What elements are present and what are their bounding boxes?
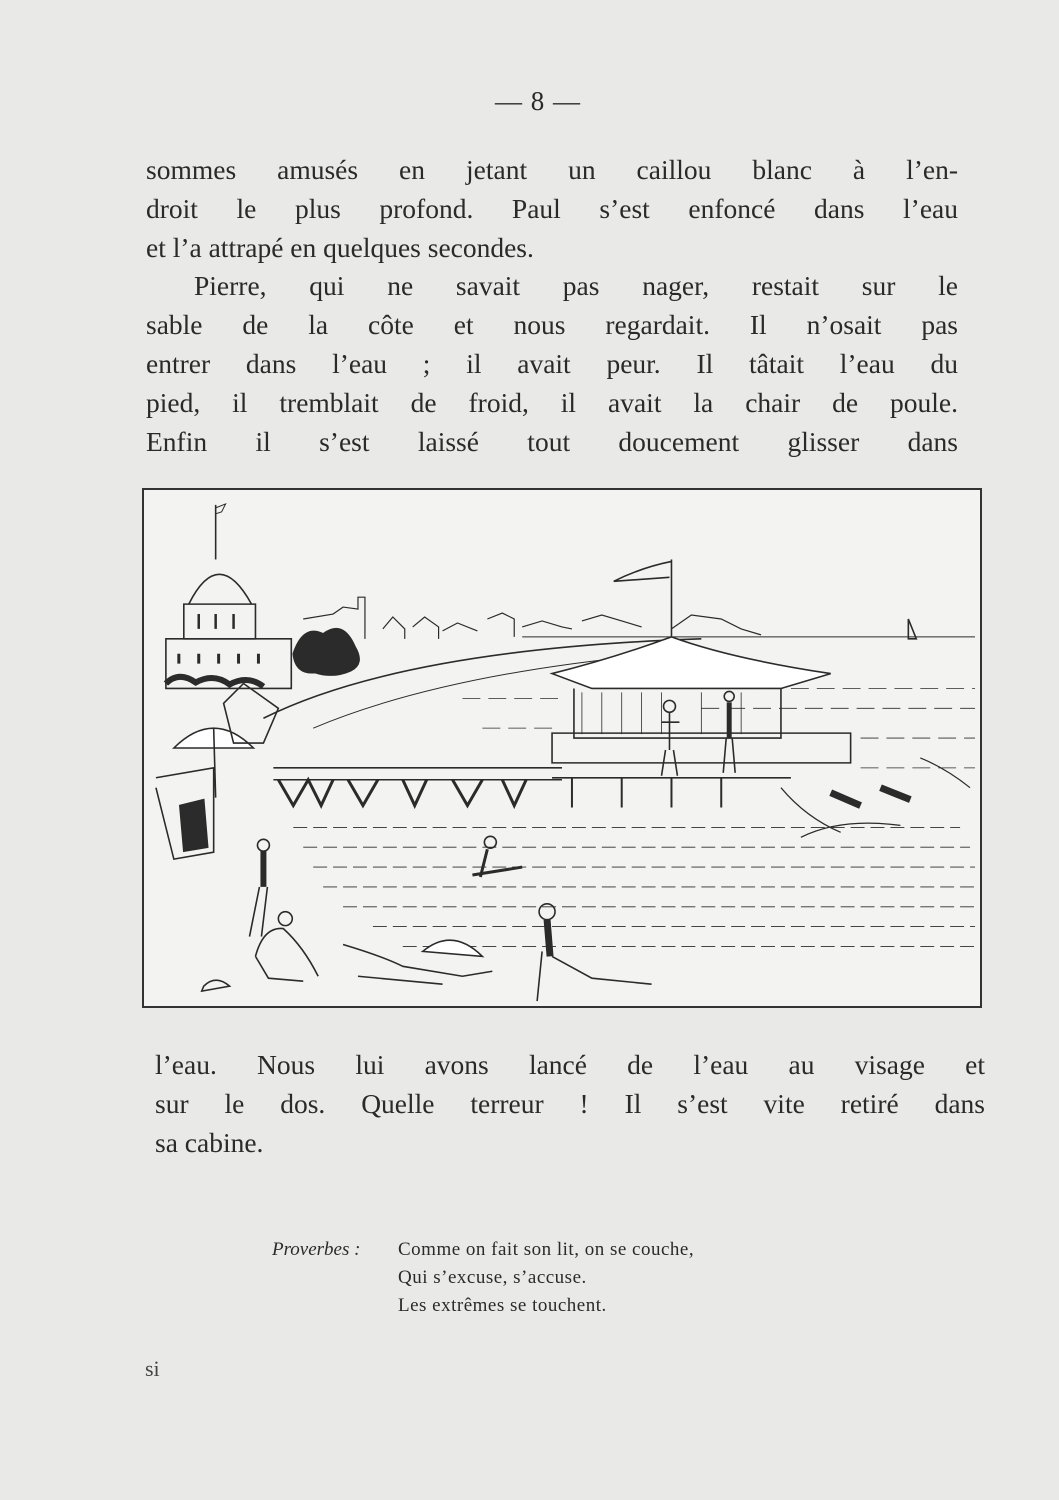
- text-line: et l’a attrapé en quelques secondes.: [146, 232, 534, 263]
- text-line: Enfin il s’est laissé tout doucement glisser dans: [146, 426, 958, 457]
- signature-mark: si: [145, 1356, 160, 1381]
- text-line: sa cabine.: [155, 1127, 264, 1158]
- text-line: entrer dans l’eau ; il avait peur. Il tâtait l’eau du: [146, 348, 958, 379]
- text-line: droit le plus profond. Paul s’est enfoncé dans l’eau: [146, 193, 958, 224]
- beach-scene-drawing: [144, 490, 980, 1006]
- text-line: sur le dos. Quelle terreur ! Il s’est vite retiré dans: [155, 1088, 985, 1119]
- page-number: — 8 —: [495, 86, 581, 116]
- paragraph-3: [155, 1045, 985, 1162]
- proverbs-list: [398, 1236, 694, 1320]
- proverb-item: Qui s’excuse, s’accuse.: [398, 1267, 587, 1288]
- paragraph-2: [146, 266, 958, 461]
- proverb-item: Comme on fait son lit, on se couche,: [398, 1239, 695, 1260]
- text-line: l’eau. Nous lui avons lancé de l’eau au visage et: [155, 1049, 985, 1080]
- text-line: pied, il tremblait de froid, il avait la chair de poule.: [146, 387, 958, 418]
- text-line: sable de la côte et nous regardait. Il n’osait pas: [146, 309, 958, 340]
- text-line: sommes amusés en jetant un caillou blanc à l’en-: [146, 154, 958, 185]
- text-line: Pierre, qui ne savait pas nager, restait sur le: [194, 270, 958, 301]
- beach-illustration: [142, 488, 982, 1008]
- proverbs-label: Proverbes :: [272, 1239, 361, 1260]
- proverb-item: Les extrêmes se touchent.: [398, 1295, 607, 1316]
- paragraph-1: [146, 150, 958, 267]
